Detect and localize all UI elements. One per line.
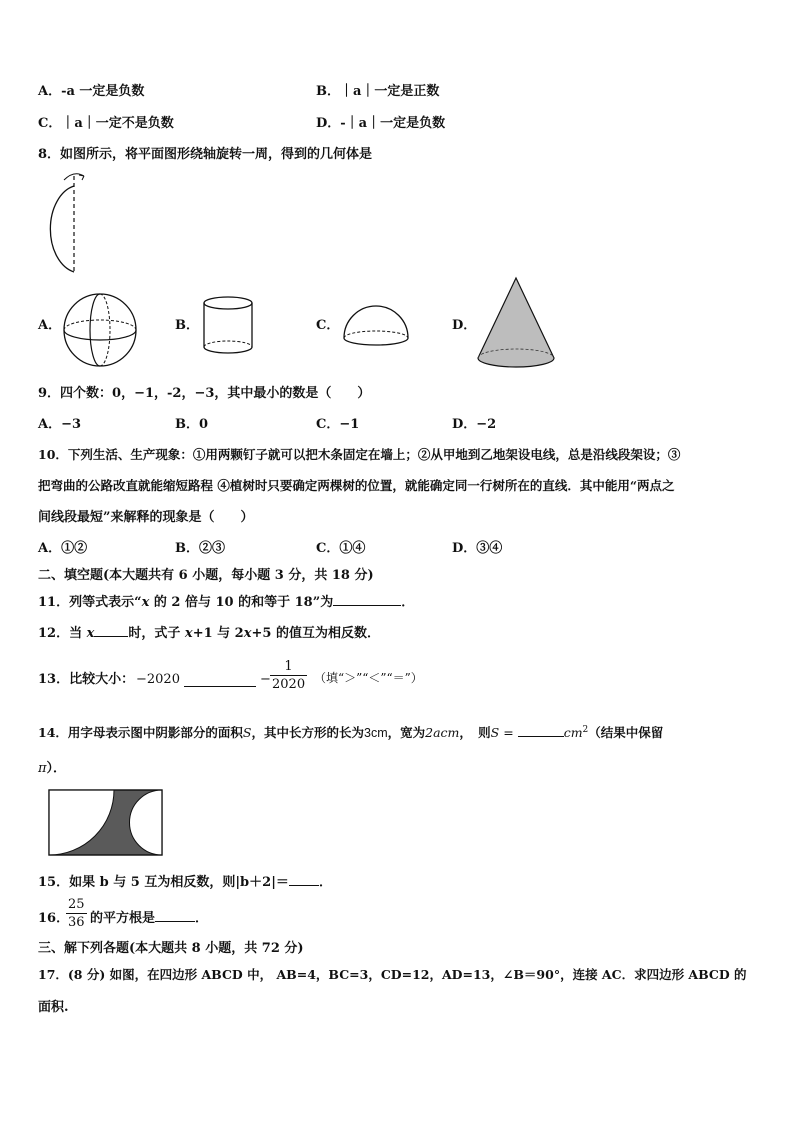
section-2-heading: 二、填空题(本大题共有 6 小题，每小题 3 分，共 18 分) (38, 568, 374, 583)
q16-label: 16． (38, 911, 70, 926)
q8-option-b: B． (175, 318, 199, 333)
q9-option-b: B．0 (175, 417, 209, 432)
cone-figure (474, 276, 558, 374)
q11: 11．列等式表示“x 的 2 倍与 10 的和等于 18”为 ． (38, 595, 415, 610)
section-3-heading: 三、解下列各题(本大题共 8 小题，共 72 分) (38, 941, 304, 956)
q9-stem: 9．四个数：0，−1，-2，−3，其中最小的数是（ ） (38, 386, 371, 401)
q17-line-1: 17．(8 分) 如图，在四边形 ABCD 中， AB=4，BC=3，CD=12，AD=13，∠B＝90°，连接 AC．求四边形 ABCD 的 (38, 967, 747, 982)
q15: 15．如果 b 与 5 互为相反数，则|b＋2|＝ ． (38, 875, 332, 890)
sphere-figure (60, 290, 140, 370)
q12-answer-blank[interactable] (94, 636, 128, 637)
q10-option-c: C．①④ (316, 541, 366, 556)
q7-option-d: D．-｜a｜一定是负数 (316, 116, 446, 131)
q10-line-2: 把弯曲的公路改直就能缩短路程 ④植树时只要确定两棵树的位置，就能确定同一行树所在的直线．其中能用“两点之 (38, 478, 675, 493)
q8-stem: 8．如图所示，将平面图形绕轴旋转一周，得到的几何体是 (38, 147, 373, 162)
q9-option-d: D．−2 (452, 417, 497, 432)
q14-line-2: π）． (38, 761, 67, 776)
q8-option-a: A． (38, 318, 62, 333)
q7-option-b: B．｜a｜一定是正数 (316, 84, 440, 99)
q10-line-1: 10．下列生活、生产现象：①用两颗钉子就可以把木条固定在墙上；②从甲地到乙地架设电线，总是沿线段架设；③ (38, 447, 681, 462)
q16-rest: 的平方根是 ． (90, 911, 209, 926)
q17-line-2: 面积. (38, 1000, 69, 1015)
q13-hint: （填“＞”“＜”“＝”） (314, 671, 423, 685)
q11-var-x: x (141, 595, 150, 610)
q13-answer-blank[interactable] (184, 673, 256, 687)
q13-minus: − (260, 672, 271, 687)
q8-semicircle-figure (30, 168, 90, 276)
q12: 12．当 x 时，式子 x+1 与 2x+5 的值互为相反数． (38, 626, 380, 641)
q11-answer-blank[interactable] (333, 605, 401, 606)
hemisphere-figure (340, 300, 412, 350)
cylinder-figure (200, 293, 260, 357)
q10-line-3: 间线段最短”来解释的现象是（ ） (38, 510, 254, 525)
q7-option-c: C．｜a｜一定不是负数 (38, 116, 174, 131)
q10-option-a: A．①② (38, 541, 88, 556)
q13-fraction: $\frac{1}{2020}$ (272, 659, 306, 692)
q8-option-d: D． (452, 318, 477, 333)
q16-answer-blank[interactable] (155, 921, 195, 922)
q13-label: 13．比较大小： (38, 672, 135, 687)
q14-line-1: 14．用字母表示图中阴影部分的面积S，其中长方形的长为3cm，宽为2acm， 则$S = cm^2$（结果中保留 (38, 725, 664, 741)
q9-option-a: A．−3 (38, 417, 82, 432)
q10-option-d: D．③④ (452, 541, 503, 556)
q13-lhs: −2020 (136, 672, 180, 687)
q9-option-c: C．−1 (316, 417, 360, 432)
q8-option-c: C． (316, 318, 340, 333)
q14-answer-blank[interactable] (518, 736, 564, 737)
q14-shaded-rectangle-figure (48, 789, 164, 857)
q16-fraction: $\frac{25}{36}$ (68, 897, 85, 930)
q10-option-b: B．②③ (175, 541, 225, 556)
q15-answer-blank[interactable] (289, 885, 319, 886)
q7-option-a: A．-a 一定是负数 (38, 84, 145, 99)
